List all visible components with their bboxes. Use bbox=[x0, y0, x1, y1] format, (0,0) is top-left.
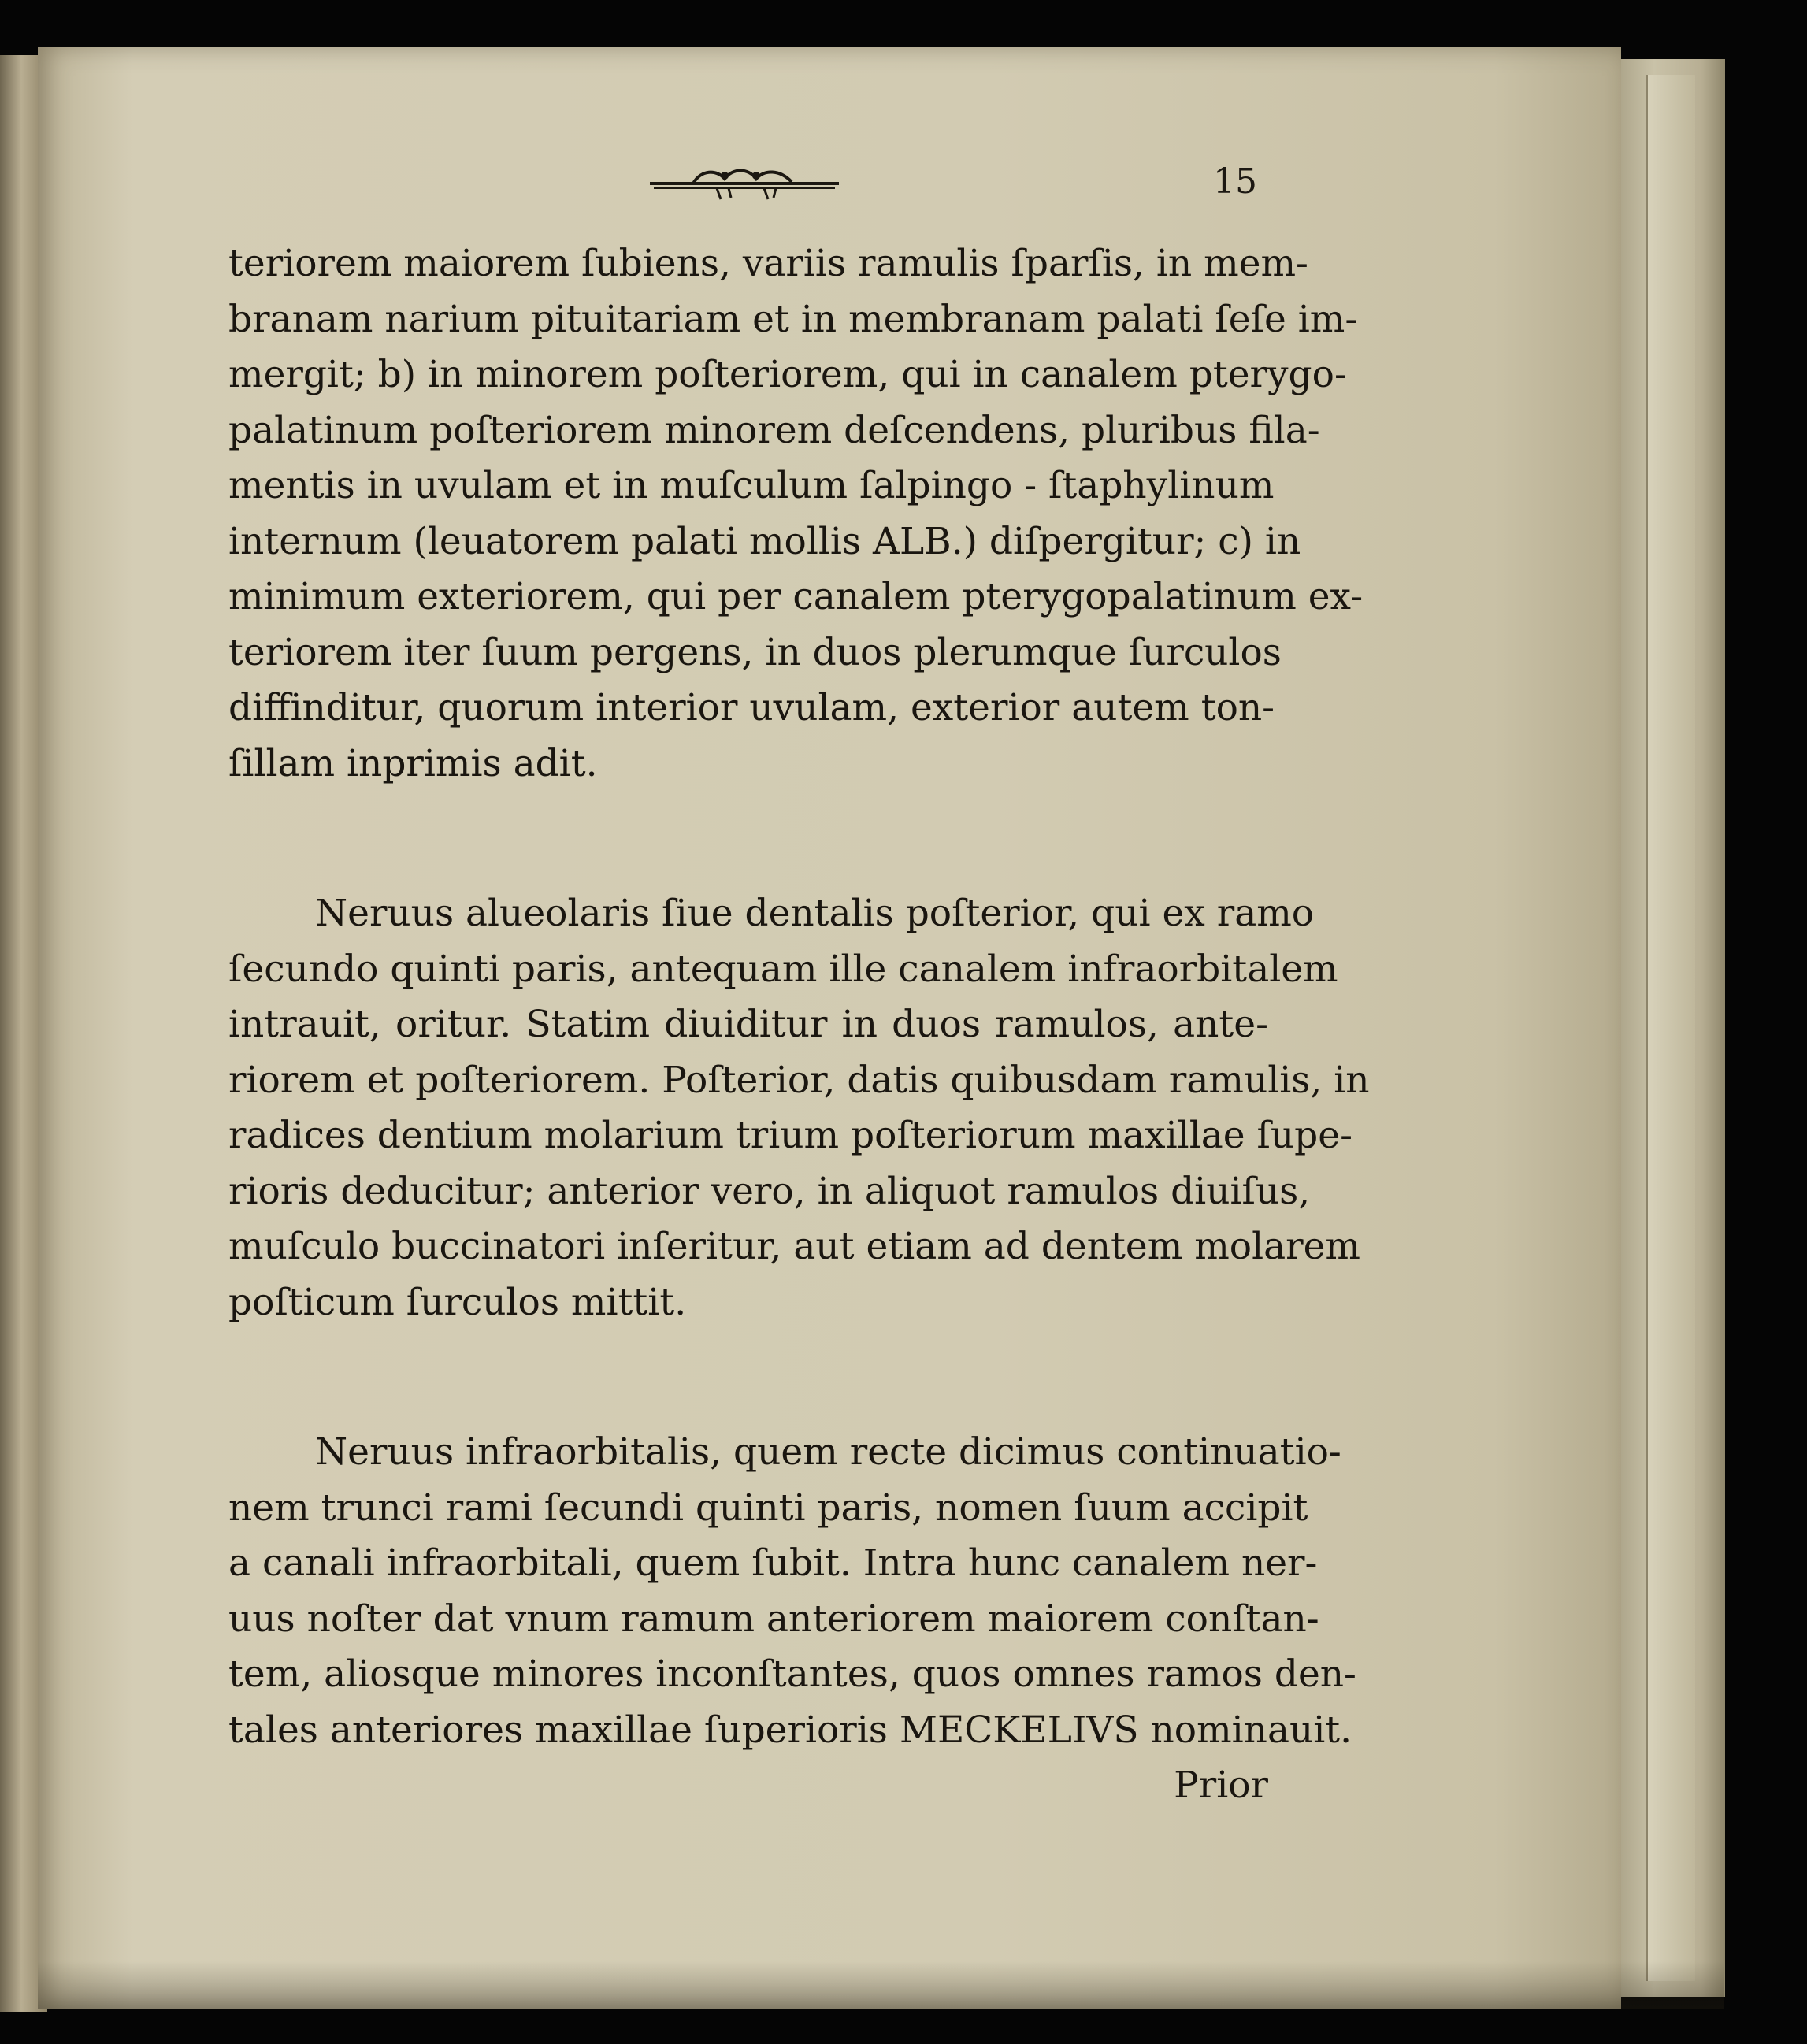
text-line: diffinditur, quorum interior uvulam, exterior autem ton- bbox=[228, 686, 1275, 729]
text-line: ſillam inprimis adit. bbox=[228, 741, 598, 785]
paragraph bbox=[228, 236, 1364, 792]
text-line: internum (leuatorem palati mollis ALB.) diſpergitur; c) in bbox=[228, 519, 1301, 563]
text-line: nem trunci rami ſecundi quinti paris, nomen ſuum accipit bbox=[228, 1486, 1308, 1530]
text-line: teriorem iter ſuum pergens, in duos plerumque ſurculos bbox=[228, 630, 1282, 674]
right-page-edge bbox=[1646, 75, 1695, 1981]
text-line: poſticum ſurculos mittit. bbox=[228, 1280, 687, 1324]
decorative-rule-ornament-icon bbox=[646, 161, 843, 205]
text-line: radices dentium molarium trium poſteriorum maxillae ſupe- bbox=[228, 1114, 1352, 1157]
paragraph-gap bbox=[228, 1330, 1268, 1425]
text-line: mergit; b) in minorem poſteriorem, qui in canalem pterygo- bbox=[228, 353, 1347, 396]
text-line: uus noſter dat vnum ramum anteriorem maiorem conſtan- bbox=[228, 1597, 1319, 1641]
paragraph bbox=[228, 1425, 1356, 1814]
text-line: Neruus infraorbitalis, quem recte dicimus continuatio- bbox=[315, 1430, 1341, 1474]
bottom-shadow bbox=[38, 1961, 1724, 2009]
text-line: a canali infraorbitali, quem ſubit. Intra hunc canalem ner- bbox=[228, 1541, 1318, 1585]
catchword: Prior bbox=[1174, 1764, 1268, 1807]
text-line: intrauit, oritur. Statim diuiditur in duos ramulos, ante- bbox=[228, 1003, 1268, 1046]
text-block bbox=[228, 236, 1370, 1814]
text-line: Neruus alueolaris ſiue dentalis poſterior, qui ex ramo bbox=[315, 892, 1315, 935]
text-line: rioris deducitur; anterior vero, in aliquot ramulos diuiſus, bbox=[228, 1169, 1311, 1213]
text-line: teriorem maiorem ſubiens, variis ramulis ſparſis, in mem- bbox=[228, 242, 1308, 285]
text-line: tales anteriores maxillae ſuperioris MECKELIVS nominauit. bbox=[228, 1708, 1352, 1752]
paragraph-gap bbox=[228, 792, 1268, 886]
text-line: minimum exteriorem, qui per canalem pterygopalatinum ex- bbox=[228, 575, 1364, 618]
text-line: muſculo buccinatori inſeritur, aut etiam ad dentem molarem bbox=[228, 1225, 1360, 1268]
text-line: tem, aliosque minores inconſtantes, quos omnes ramos den- bbox=[228, 1653, 1356, 1696]
text-line: branam narium pituitariam et in membranam palati ſeſe im- bbox=[228, 297, 1358, 341]
text-line: palatinum poſteriorem minorem deſcendens, pluribus fila- bbox=[228, 408, 1320, 452]
paragraph bbox=[228, 886, 1370, 1330]
text-line: ſecundo quinti paris, antequam ille canalem infraorbitalem bbox=[228, 947, 1338, 991]
text-line: riorem et poſteriorem. Poſterior, datis quibusdam ramulis, in bbox=[228, 1058, 1370, 1102]
text-line: mentis in uvulam et in muſculum ſalpingo - ſtaphylinum bbox=[228, 464, 1275, 507]
page-number: 15 bbox=[1213, 161, 1257, 202]
